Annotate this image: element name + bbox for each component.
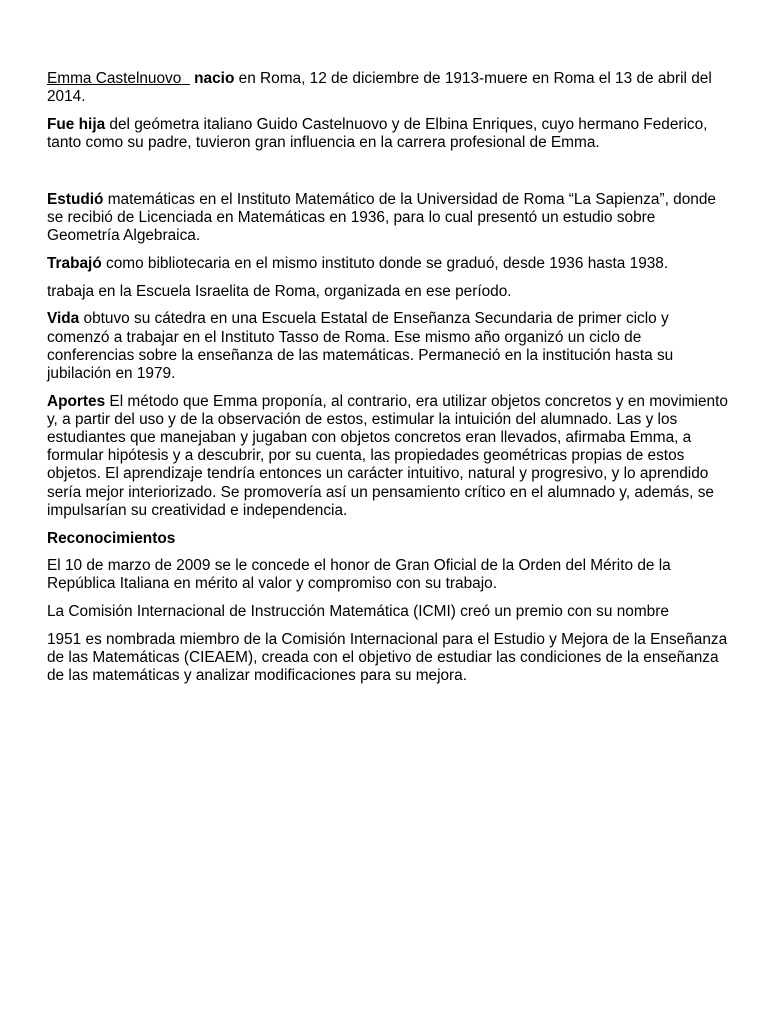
recognition-2: La Comisión Internacional de Instrucción Matemática (ICMI) creó un premio con su nombre (47, 603, 669, 621)
daughter-label: Fue hija (47, 115, 106, 133)
birth-text: en Roma, 12 de diciembre de 1913-muere en Roma el 13 de abril del 2014. (47, 70, 712, 106)
school-text: trabaja en la Escuela Israelita de Roma, organizada en ese período. (47, 282, 512, 300)
school-paragraph (47, 283, 728, 301)
recognition-3: 1951 es nombrada miembro de la Comisión Internacional para el Estudio y Mejora de la Enseñanza de las Matemáticas (CIEAEM), creada con el objetivo de estudiar las condiciones de la enseñanza de las matemáticas y analizar modificaciones para su mejora. (47, 630, 728, 685)
studies-label: Estudió (47, 190, 104, 208)
birth-label: nacio (194, 70, 235, 87)
recognition-1: El 10 de marzo de 2009 se le concede el honor de Gran Oficial de la Orden del Mérito de la República Italiana en mérito al valor y compromiso con su trabajo. (47, 557, 671, 593)
contributions-text: El método que Emma proponía, al contrario, era utilizar objetos concretos y en movimiento y, a partir del uso y de la observación de estos, estimular la intuición del alumnado. Las y los estudiantes que manejaban y jugaban con objetos concretos eran llevados, afirmaba Emma, a formular hipótesis y a descubrir, por su cuenta, las propiedades geométricas propias de estos objetos. El aprendizaje tendría entonces un carácter intuitivo, natural y progresivo, y lo aprendido sería mejor interiorizado. Se promovería así un pensamiento crítico en el alumnado y, además, se impulsarían su creatividad e independencia. (47, 392, 728, 519)
work-paragraph (47, 255, 728, 273)
studies-text: matemáticas en el Instituto Matemático de la Universidad de Roma “La Sapienza”, donde se recibió de Licenciada en Matemáticas en 1936, para lo cual presentó un estudio sobre Geometría Algebraica. (47, 190, 716, 245)
contributions-label: Aportes (47, 392, 106, 410)
birth-paragraph (47, 70, 728, 106)
contributions-paragraph (47, 393, 728, 520)
recognitions-heading: Reconocimientos (47, 529, 176, 547)
blank-line (47, 162, 728, 191)
life-text: obtuvo su cátedra en una Escuela Estatal de Enseñanza Secundaria de primer ciclo y comenzó a trabajar en el Instituto Tasso de Roma. Ese mismo año organizó un ciclo de conferencias sobre la enseñanza de las matemáticas. Permaneció en la institución hasta su jubilación en 1979. (47, 310, 674, 382)
studies-paragraph (47, 191, 728, 246)
life-paragraph (47, 310, 728, 383)
daughter-paragraph (47, 116, 728, 152)
person-name-link[interactable]: Emma Castelnuovo (47, 70, 182, 87)
daughter-text: del geómetra italiano Guido Castelnuovo y de Elbina Enriques, cuyo hermano Federico, tanto como su padre, tuvieron gran influencia en la carrera profesional de Emma. (47, 115, 708, 152)
life-label: Vida (47, 310, 80, 328)
work-label: Trabajó (47, 254, 102, 272)
work-text: como bibliotecaria en el mismo instituto donde se graduó, desde 1936 hasta 1938. (101, 254, 669, 272)
